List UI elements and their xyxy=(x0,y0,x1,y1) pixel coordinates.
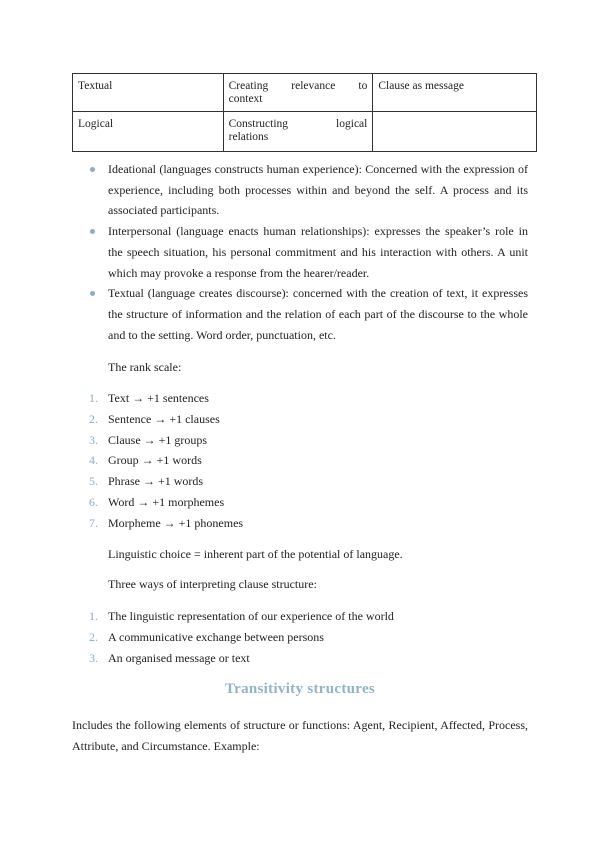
list-number: 1. xyxy=(89,391,98,405)
table-cell: Textual xyxy=(73,74,224,112)
rank-scale-list xyxy=(86,388,243,534)
list-number: 4. xyxy=(89,453,98,468)
list-number: 2. xyxy=(89,411,98,426)
list-item-text: Ideational (languages constructs human experience): Concerned with the expression of experience, including both processes within and beyond the self. A process and its associated participants. xyxy=(108,162,528,218)
list-item xyxy=(86,388,243,409)
rank-scale-intro: The rank scale: xyxy=(108,360,182,374)
table-cell xyxy=(223,74,373,112)
list-item-text: Textual (language creates discourse): concerned with the creation of text, it expresses the structure of information and the relation of each part of the discourse to the whole and to the setting. Word order, punctuation, etc. xyxy=(108,286,528,342)
list-item-text: Interpersonal (language enacts human relationships): expresses the speaker’s role in the speech situation, his personal commitment and his interaction with others. A unit which may provoke a response from the hearer/reader. xyxy=(108,224,528,280)
cell-line: relations xyxy=(228,131,269,143)
list-item-text: An organised message or text xyxy=(108,650,250,665)
list-item xyxy=(86,159,528,221)
bullet-icon xyxy=(90,291,95,296)
list-item xyxy=(86,283,528,345)
table-row xyxy=(73,112,537,152)
list-item-text: The linguistic representation of our experience of the world xyxy=(108,609,394,623)
list-item xyxy=(86,492,243,513)
bullet-icon xyxy=(90,167,95,172)
table-cell xyxy=(223,112,373,152)
list-item xyxy=(86,221,528,283)
table-cell xyxy=(373,112,537,152)
table-row xyxy=(73,74,537,112)
section-heading: Transitivity structures xyxy=(224,681,376,697)
list-item xyxy=(86,471,243,492)
list-item-text: Group → +1 words xyxy=(108,453,202,468)
list-number: 6. xyxy=(89,494,98,509)
list-item-text: A communicative exchange between persons xyxy=(108,629,324,644)
metafunction-bullet-list xyxy=(86,159,528,345)
list-item xyxy=(86,627,394,648)
list-item-text: Word → +1 morphemes xyxy=(108,494,225,509)
bullet-icon xyxy=(90,229,95,234)
list-item xyxy=(86,430,243,451)
list-item xyxy=(86,648,394,669)
list-number: 5. xyxy=(89,474,98,489)
three-ways-intro: Three ways of interpreting clause structure: xyxy=(108,577,317,591)
cell-line: Constructing logical xyxy=(228,118,368,130)
list-number: 3. xyxy=(89,650,98,665)
list-item-text: Sentence → +1 clauses xyxy=(108,411,220,426)
clause-structure-list xyxy=(86,606,394,668)
list-number: 7. xyxy=(89,515,98,530)
list-item-text: Clause → +1 groups xyxy=(108,432,208,447)
list-item-text: Morpheme → +1 phonemes xyxy=(108,515,244,530)
list-number: 3. xyxy=(89,432,98,447)
table-cell: Clause as message xyxy=(373,74,537,112)
list-number: 1. xyxy=(89,609,98,623)
body-paragraph: Includes the following elements of structure or functions: Agent, Recipient, Affected, Process, Attribute, and Circumstance. Example: xyxy=(72,718,528,753)
cell-line: context xyxy=(228,93,263,105)
list-item xyxy=(86,513,243,534)
list-item xyxy=(86,450,243,471)
list-item xyxy=(86,606,394,627)
table-cell: Logical xyxy=(73,112,224,152)
list-item-text: Phrase → +1 words xyxy=(108,474,204,489)
cell-line: Creating relevance to xyxy=(228,80,368,92)
list-item xyxy=(86,409,243,430)
list-number: 2. xyxy=(89,629,98,644)
metafunction-table xyxy=(72,73,537,152)
list-item-text: Text → +1 sentences xyxy=(108,391,209,405)
linguistic-choice-text: Linguistic choice = inherent part of the potential of language. xyxy=(108,547,403,561)
